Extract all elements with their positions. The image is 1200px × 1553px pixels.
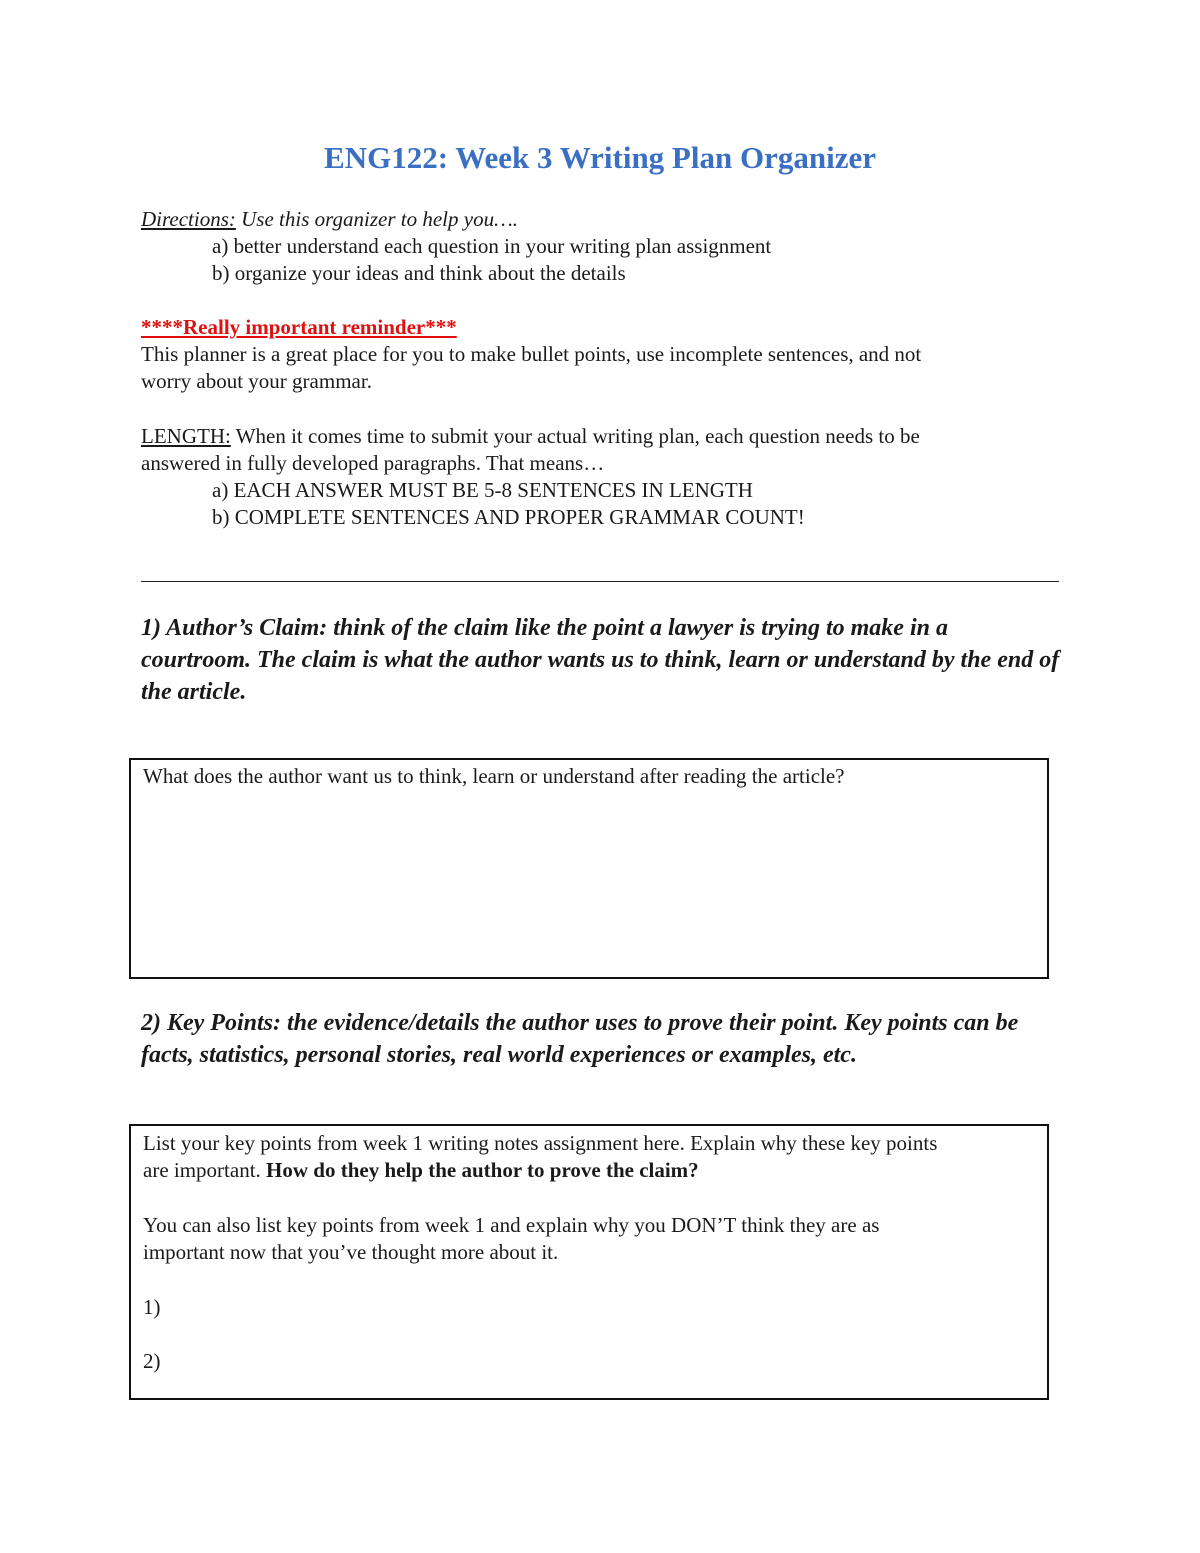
question-1-answer-box[interactable] bbox=[129, 758, 1049, 979]
reminder-line-1: This planner is a great place for you to make bullet points, use incomplete sentences, and not bbox=[141, 342, 922, 366]
length-item-b: b) COMPLETE SENTENCES AND PROPER GRAMMAR COUNT! bbox=[212, 505, 805, 529]
question-2-box-line-1: List your key points from week 1 writing notes assignment here. Explain why these key points bbox=[143, 1131, 938, 1155]
reminder-line-2: worry about your grammar. bbox=[141, 369, 372, 393]
key-point-item-2: 2) bbox=[143, 1349, 161, 1373]
directions-label: Directions: bbox=[141, 207, 236, 231]
question-2-box-line-2 bbox=[143, 1157, 699, 1184]
question-2-box-line-2-bold: How do they help the author to prove the claim? bbox=[266, 1158, 699, 1182]
key-point-item-1: 1) bbox=[143, 1295, 161, 1319]
length-label: LENGTH: bbox=[141, 424, 231, 448]
directions-text: Use this organizer to help you…. bbox=[235, 207, 519, 231]
question-2-box-line-2-plain: are important. bbox=[143, 1158, 267, 1182]
reminder-heading: ****Really important reminder*** bbox=[141, 315, 457, 339]
length-item-a: a) EACH ANSWER MUST BE 5-8 SENTENCES IN LENGTH bbox=[212, 478, 753, 502]
page-title: ENG122: Week 3 Writing Plan Organizer bbox=[324, 140, 876, 175]
length-text: When it comes time to submit your actual writing plan, each question needs to be bbox=[230, 424, 920, 448]
question-2-heading: 2) Key Points: the evidence/details the author uses to prove their point. Key points can be facts, statistics, personal stories, real world experiences or examples, etc. bbox=[141, 1010, 1019, 1068]
question-1-heading: 1) Author’s Claim: think of the claim like the point a lawyer is trying to make in a courtroom. The claim is what the author wants us to think, learn or understand by the end of the article. bbox=[141, 615, 1060, 705]
question-2-box-line-4: important now that you’ve thought more about it. bbox=[143, 1240, 559, 1264]
length-line-2: answered in fully developed paragraphs. That means… bbox=[141, 451, 605, 475]
section-divider bbox=[141, 581, 1059, 582]
length-line-1 bbox=[141, 423, 920, 450]
directions-item-b: b) organize your ideas and think about the details bbox=[212, 261, 626, 285]
question-2-box-line-3: You can also list key points from week 1 and explain why you DON’T think they are as bbox=[143, 1213, 880, 1237]
directions-item-a: a) better understand each question in your writing plan assignment bbox=[212, 234, 772, 258]
question-1-box-prompt: What does the author want us to think, learn or understand after reading the article? bbox=[143, 764, 845, 788]
directions-line bbox=[141, 206, 518, 233]
question-2-answer-box[interactable] bbox=[129, 1124, 1049, 1400]
